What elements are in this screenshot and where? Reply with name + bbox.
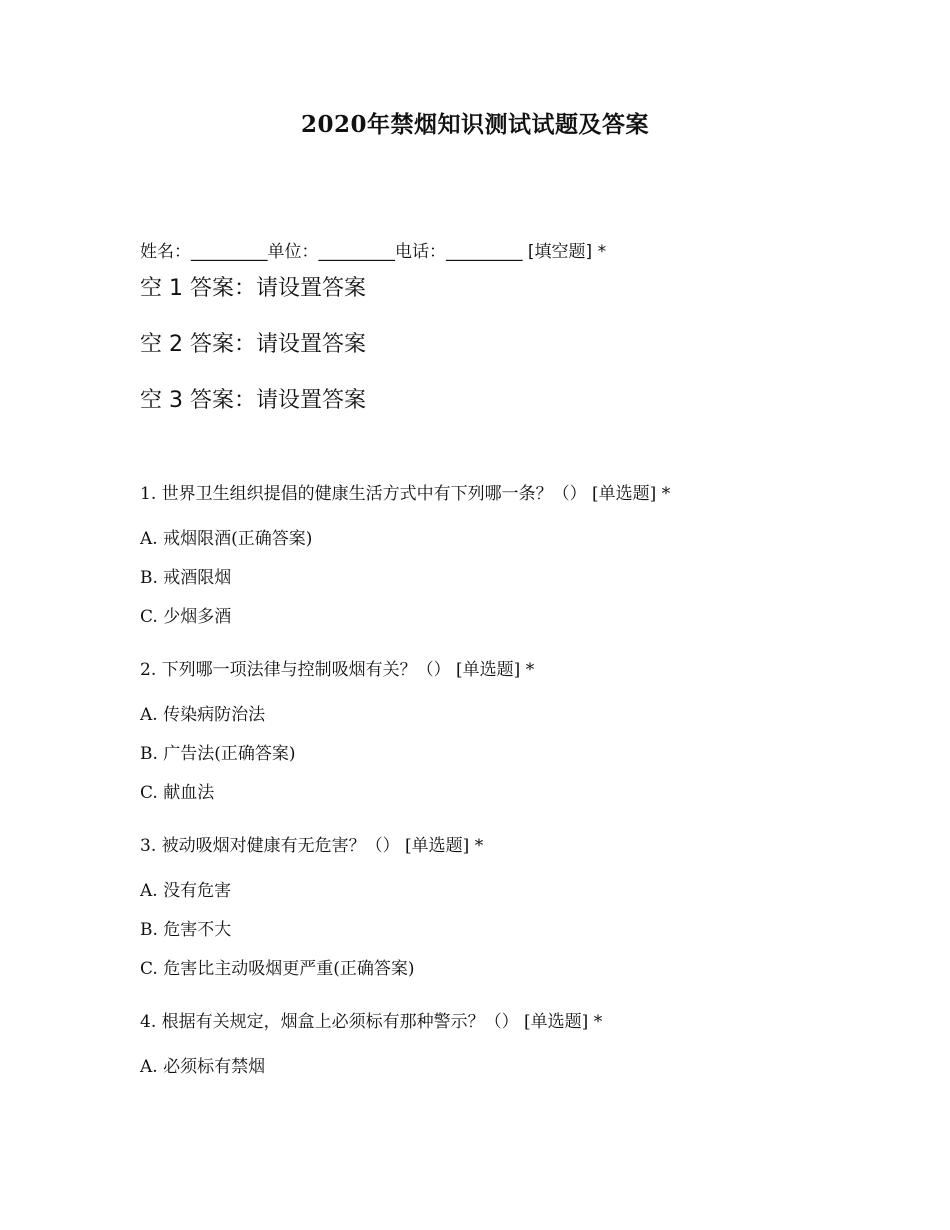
blank-answer-2: 空 2 答案：请设置答案 bbox=[140, 332, 366, 357]
question-2-option-a: A. 传染病防治法 bbox=[140, 705, 266, 725]
question-1: 1. 世界卫生组织提倡的健康生活方式中有下列哪一条？（） [单选题] * bbox=[140, 484, 671, 504]
question-2: 2. 下列哪一项法律与控制吸烟有关？（） [单选题] * bbox=[140, 660, 535, 680]
question-1-option-a: A. 戒烟限酒(正确答案) bbox=[140, 529, 313, 549]
question-3-option-c: C. 危害比主动吸烟更严重(正确答案) bbox=[140, 959, 415, 979]
question-1-option-c: C. 少烟多酒 bbox=[140, 607, 232, 627]
blank-answer-1: 空 1 答案：请设置答案 bbox=[140, 276, 366, 301]
question-1-option-b: B. 戒酒限烟 bbox=[140, 568, 232, 588]
question-2-option-b: B. 广告法(正确答案) bbox=[140, 744, 296, 764]
fill-in-question: 姓名：_________单位：_________电话：_________ [填空题] * bbox=[140, 242, 607, 262]
question-4-option-a: A. 必须标有禁烟 bbox=[140, 1057, 266, 1077]
question-3-option-b: B. 危害不大 bbox=[140, 920, 232, 940]
question-2-option-c: C. 献血法 bbox=[140, 783, 215, 803]
question-3: 3. 被动吸烟对健康有无危害？（） [单选题] * bbox=[140, 836, 484, 856]
document-title: 2020年禁烟知识测试试题及答案 bbox=[300, 111, 649, 138]
question-4: 4. 根据有关规定，烟盒上必须标有那种警示？（） [单选题] * bbox=[140, 1012, 603, 1032]
question-3-option-a: A. 没有危害 bbox=[140, 881, 232, 901]
blank-answer-3: 空 3 答案：请设置答案 bbox=[140, 388, 366, 413]
